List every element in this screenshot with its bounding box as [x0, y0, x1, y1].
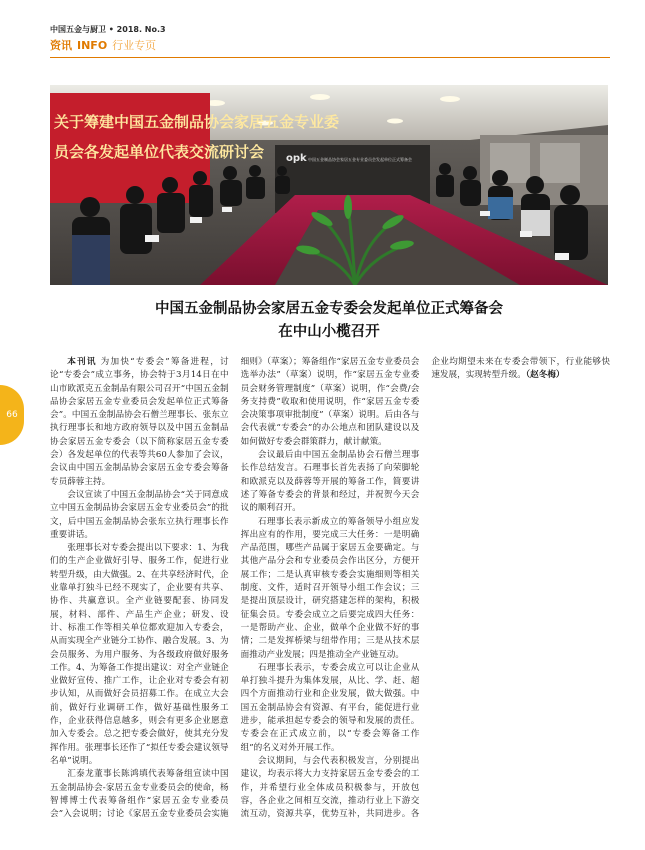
paragraph-1	[50, 356, 229, 489]
article-title-line-2: 在中山小榄召开	[278, 324, 380, 340]
screen-text: 中国五金制品协会家居五金专业委员会发起单位正式筹备会	[308, 157, 412, 162]
section-en: INFO	[77, 39, 108, 52]
paragraph-4: 汇泰龙董事长陈鸿填代表筹备组宣读中国五金制品协会-家居五金专业委员会的使命，杨智博博士代表筹备组作“家居五金专业委员会”入会说明；讨论《家居五金专业委员会实施细则》（草案）；筹备组作“家居五金专业委员会选举办法”（草案）说明，作“家居五金专业委员会财务管理制度”（草案）说明，作“会费/会务支持费”收取和使用说明，作“家居五金专委会决策事项审批制度”（草案）说明。后由各与会代表就“专委会”的办公地点和团队建设以及如何做好专委会群策群力，献计献策。	[50, 357, 420, 820]
running-head: 中国五金与厨卫 • 2018. No.3	[50, 25, 166, 34]
screen-logo: opk	[286, 153, 307, 164]
paragraph-text: 会议期间，与会代表积极发言，分别提出建议，均表示将大力支持家居五金专委会的工作，并希望行业全体成员积极参与，开放包容，各企业之间相互交流，推动行业上下游交流互动，资源共享，优势互补，共同进步。各企业均期望未来在专委会带领下，行业能够快速发展，实现转型升级。	[240, 357, 610, 820]
meeting-photo	[50, 85, 608, 285]
article-body	[50, 356, 610, 826]
banner-line-1: 关于筹建中国五金制品协会家居五金专业委	[54, 113, 340, 131]
paragraph-2: 会议宣读了中国五金制品协会“关于同意成立中国五金制品协会家居五金专业委员会”的批文，后中国五金制品协会张东立执行理事长作重要讲话。	[50, 489, 229, 540]
paragraph-text: 为加快“专委会”筹备进程，讨论“专委会”成立事务，协会特于3月14日在中山市欧派克五金制品有限公司召开“中国五金制品协会家居五金专业委员会发起单位正式筹备会”。中国五金制品协会石僧兰理事长、张东立执行理事长和地方政府领导以及中国五金制品协会家居五金专委会（以下简称家居五金专委会）各发起单位的代表等共60人参加了会议，会议由中国五金制品协会家居五金专委会筹备专员薛蓉主持。	[50, 357, 229, 487]
article-title-line-1: 中国五金制品协会家居五金专委会发起单位正式筹备会	[155, 301, 503, 317]
section-sub: 行业专页	[112, 39, 157, 52]
page-number: 66	[0, 385, 24, 445]
paragraph-5: 会议最后由中国五金制品协会石僧兰理事长作总结发言。石理事长首先表扬了向荣脚轮和欧派克以及薛蓉等开展的筹备工作，简要讲述了筹备专委会的背景和经过，并祝贺今天会议的顺利召开。	[240, 450, 420, 514]
paragraph-3: 张理事长对专委会提出以下要求：1、为我们的生产企业做好引导、服务工作，促进行业转型升级，由大做强。2、在共享经济时代，企业靠单打独斗已经不现实了，企业要有共享、协作、共赢意识。全产业链要配套、协同发展，材料、部件、产品生产企业；研发、设计、标准工作等相关单位都欢迎加入专委会，从而实现全产业链分工协作、融合发展。3、为会员服务、为用户服务、为各级政府做好服务工作。4、为筹备工作提出建议：对全产业链企业做好宣传、推广工作，让企业对专委会有初步认知，从而做好会员招募工作。在成立大会前，做好行业调研工作，做好基础性服务工作，企业获得信息越多，则会有更多企业愿意加入专委会。总之把专委会做好，使其充分发挥作用。张理事长还作了“拟任专委会建议领导名单”说明。	[50, 543, 229, 766]
author-credit: （赵冬梅）	[525, 370, 565, 381]
paragraph-6: 石理事长表示新成立的筹备领导小组应发挥出应有的作用，要完成三大任务：一是明确产品范围，哪些产品属于家居五金要确定。与其他产品分会和专业委员会作出区分，方便开展工作；二是认真审核专委会实施细则等相关制度、文件，适时召开领导小组工作会议；三是提出顶层设计，研究搭建怎样的架构，积极征集会员。专委会成立之后要完成四大任务：一是帮助产业、企业，做单个企业做不好的事情；二是发挥桥梁与纽带作用；三是从技术层面推动产业发展；四是推动全产业链互动。	[240, 516, 420, 660]
section-cn: 资讯	[50, 39, 72, 52]
paragraph-7: 石理事长表示，专委会成立可以让企业从单打独斗提升为集体发展，从比、学、赶、超四个方面推动行业和企业发展，做大做强。中国五金制品协会有资源、有平台，能促进行业进步，能承担起专委会的领导和发展的责任。专委会在正式成立前，以“专委会筹备工作组”的名义对外开展工作。	[240, 662, 420, 753]
banner-line-2: 员会各发起单位代表交流研讨会	[54, 143, 265, 161]
lead-label: 本刊讯	[67, 357, 97, 367]
section-header	[50, 37, 610, 58]
